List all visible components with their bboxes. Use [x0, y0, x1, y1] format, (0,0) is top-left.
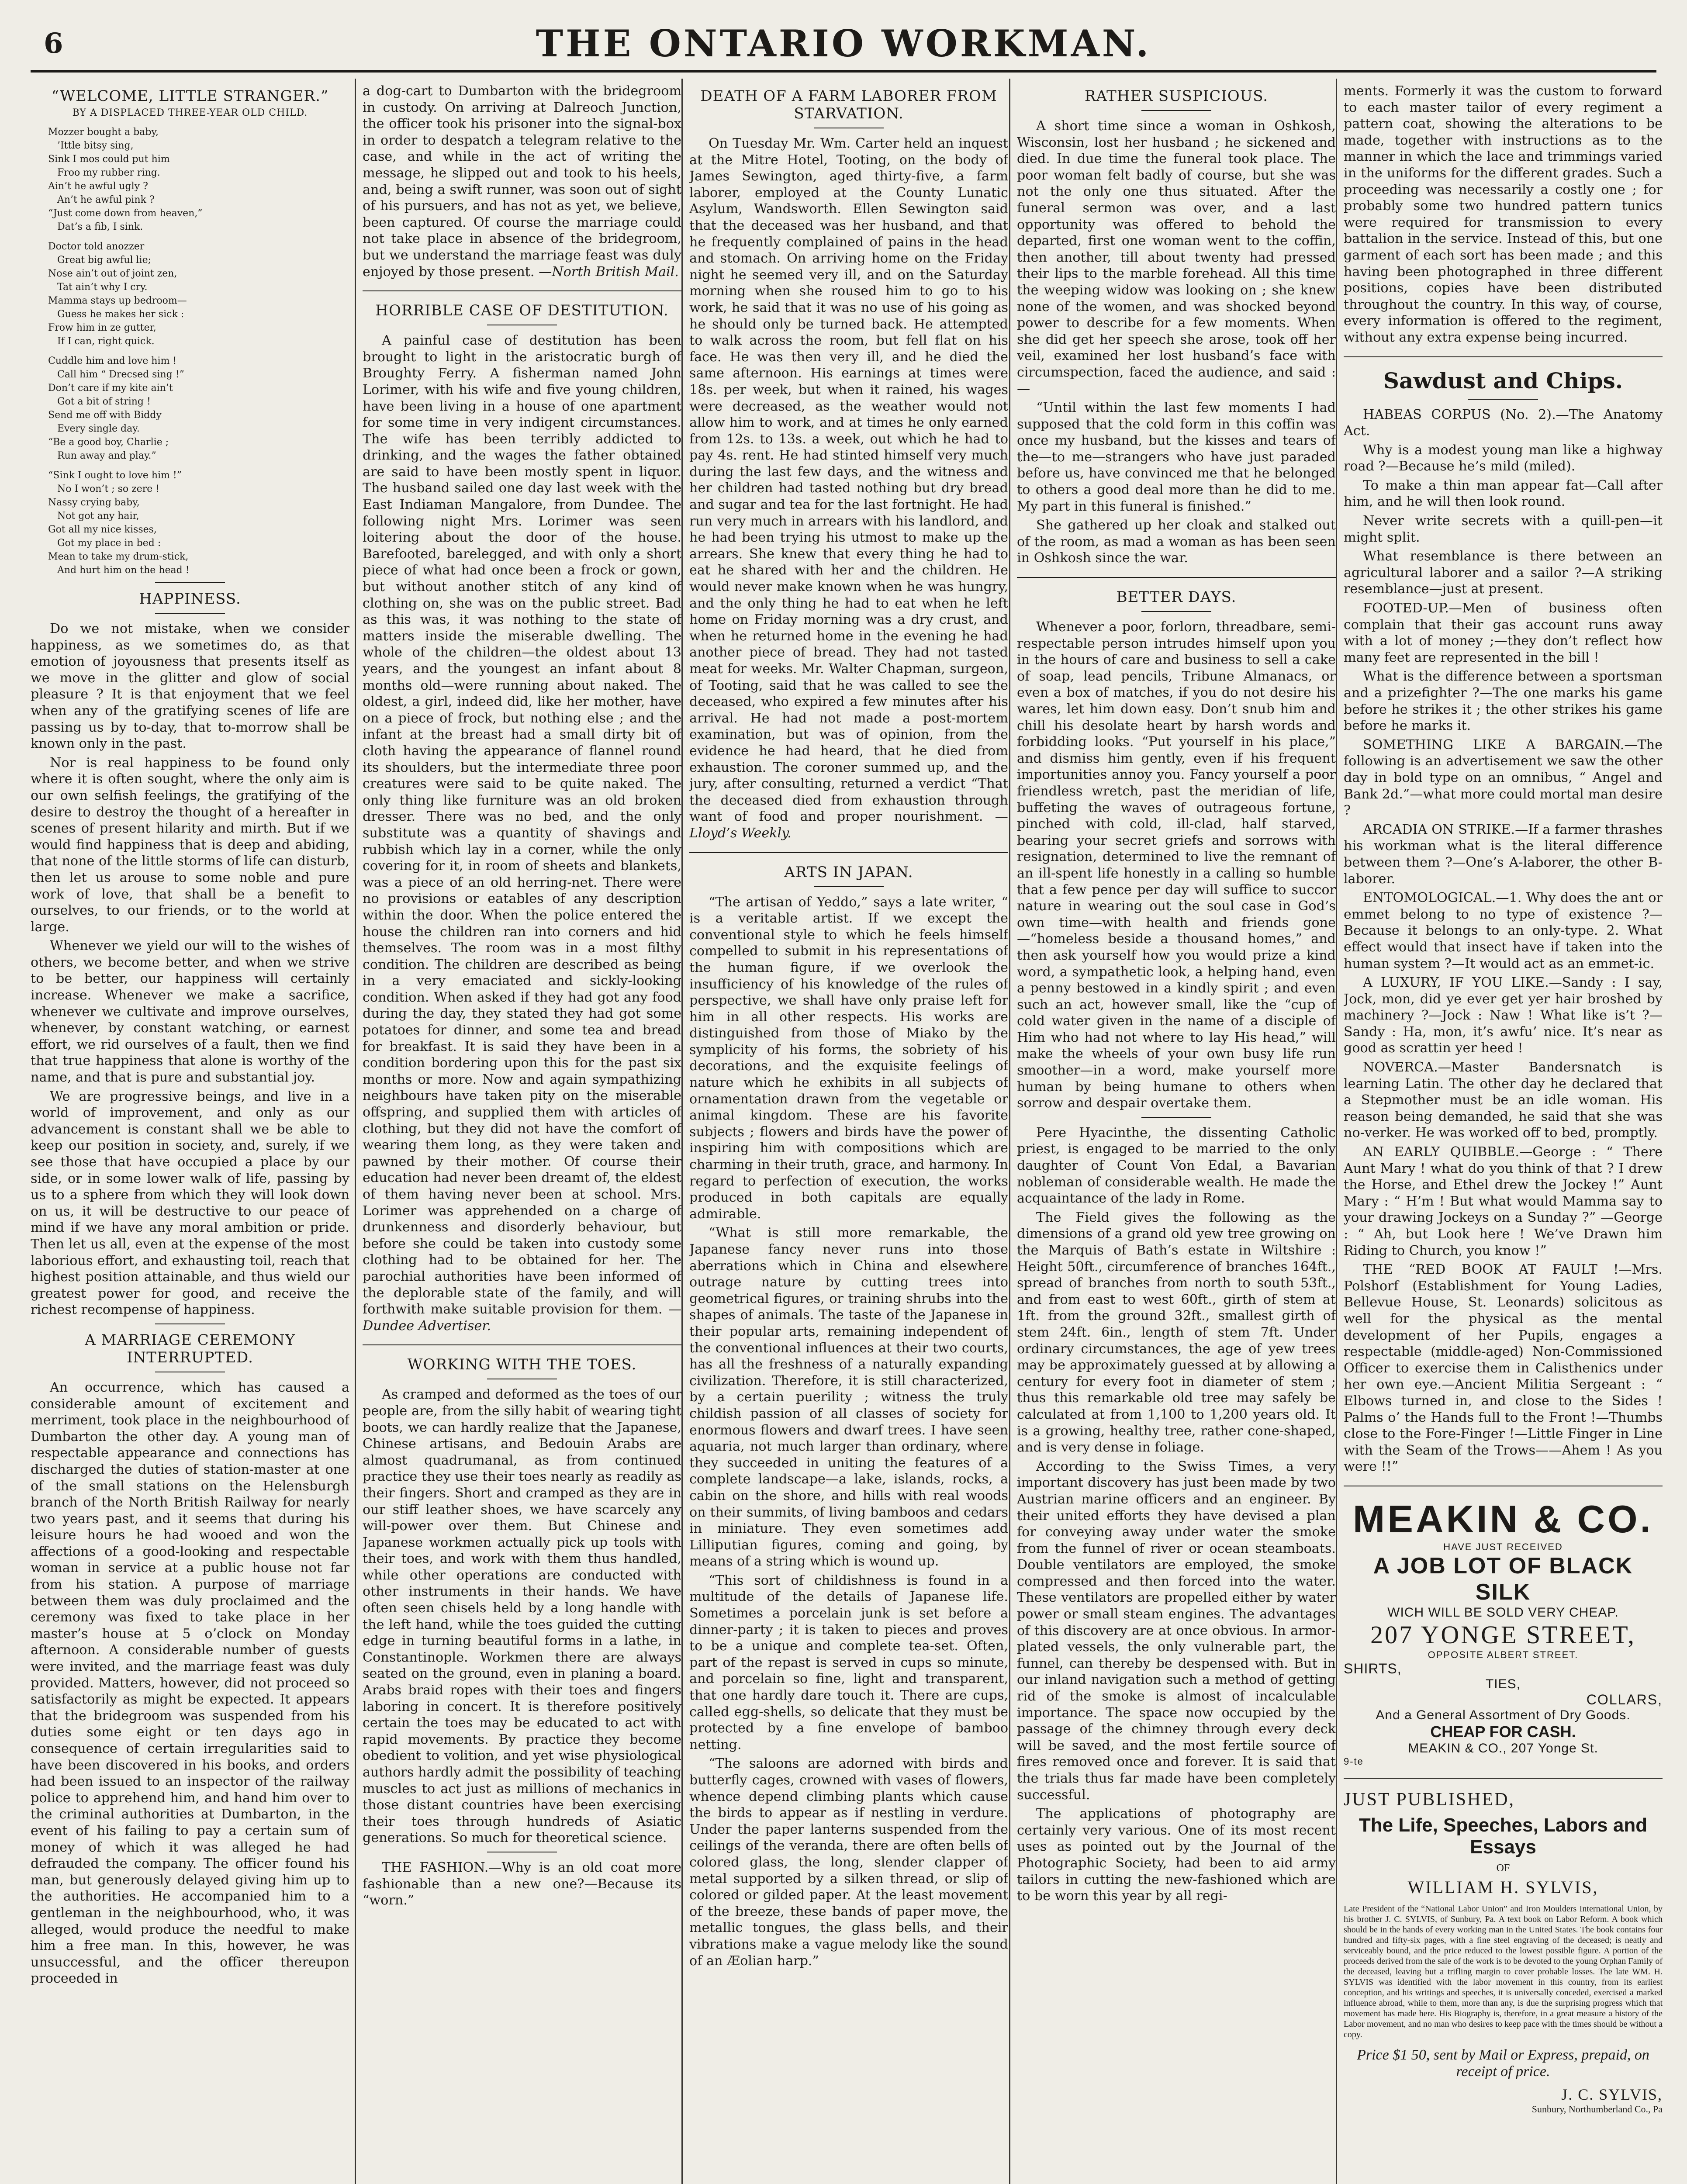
ad-address: 207 YONGE STREET, [1370, 1620, 1636, 1649]
column-2 [363, 83, 681, 2184]
ad-code: 9-te [1344, 1755, 1364, 1767]
book-publisher-location: Sunbury, Northumberland Co., Pa [1531, 2103, 1663, 2115]
ad-sign: MEAKIN & CO., 207 Yonge St. [1408, 1741, 1598, 1755]
paragraph-text: A painful case of destitution has been brought to light in the aristocratic burgh of Broughty Ferry. A fisherman named John Lorimer, with his wife and five young children, have been living in a house of one apartment for some time in very indigent circumstances. The wife has been terribly addicted to drinking, and the wages the father obtained are said to have been mostly spent in liquor. The husband sailed one day last week with the East Indiaman Mangalore, from Dundee. The following night Mrs. Lorimer was seen loitering about the door of the house. Barefooted, barelegged, and with only a short piece of what had once been a frock or gown, but without another stitch of any kind of clothing on, she was on the public street. Bad as this was, it was nothing to the state of matters inside the miserable dwelling. The whole of the children—the oldest about 13 years, and the youngest an infant about 8 months old—were running about naked. The oldest, a girl, indeed did, like her mother, have on a piece of frock, but nothing else ; and the infant at the breast had a small dirty bit of cloth having the appearance of flannel round its shoulders, but the intermediate three poor creatures were said to be quite naked. The only thing like furniture was an old broken dresser. There was no bed, and the only substitute was a quantity of shavings and rubbish which lay in a corner, while the only covering for it, in room of sheets and blankets, was a piece of an old herring-net. There were no provisions or eatables of any description within the door. When the police entered the house the children ran into corners and hid themselves. The room was in a most filthy condition. The children are described as being in a very emaciated and sickly-looking condition. When asked if they had got any food during the day, they stated they had got some potatoes for dinner, and some tea and bread for breakfast. It is said they have been in a condition bordering upon this for the past six months or more. Now and again sympathizing neighbours have taken pity on the miserable offspring, and supplied them with articles of clothing, but they did not have the comfort of wearing them long, as they were taken and pawned by their mother. Of course their education had never been dreamt of, the eldest of them having never been at school. Mrs. Lorimer was apprehended on a charge of drunkenness and disorderly behaviour, but before she could be taken into custody some clothing had to be obtained for her. The parochial authorities have been informed of the deplorable state of the family, and will forthwith make suitable provision for them. [363, 333, 681, 1317]
paragraph: She gathered up her cloak and stalked out of the room, as mad a woman as has been seen in Oshkosh since the war. [1017, 518, 1336, 566]
source-credit: —North British Mail. [539, 264, 679, 280]
article-title-japan: ARTS IN JAPAN. [784, 863, 913, 881]
column-1 [31, 83, 349, 2184]
divider [689, 852, 1008, 853]
column-rule [1009, 79, 1010, 2184]
poem-line: Got my place in bed : [48, 538, 161, 549]
book-title: The Life, Speeches, Labors and Essays [1359, 1814, 1648, 1858]
poem-line [48, 463, 349, 469]
poem-line: Send me off with Biddy [48, 410, 162, 421]
divider [1017, 577, 1336, 578]
poem-line: “Be a good boy, Charlie ; [48, 437, 169, 448]
article-title-happiness: HAPPINESS. [139, 590, 241, 608]
poem-line: Great big awful lie; [48, 255, 152, 266]
paragraph: As cramped and deformed as the toes of our people are, from the silly habit of wearing tight boots, we can hardly realize that the Japanese, Chinese artisans, and Bedouin Arabs are almost quadrumanal, as from continued practice they use their toes nearly as readily as their fingers. Short and cramped as they are in our stiff leather shoes, we have scarcely any will-power over them. But Chinese and Japanese workmen actually pick up tools with their toes, and work with them thus handled, while other operations are conducted with other instruments in their hands. We have often seen chisels held by a long handle with the left hand, while the toes guided the cutting edge in turning beautiful forms in a lathe, in Constantinople. Workmen there are always seated on the ground, even in planing a board. Arabs braid ropes with their toes and fingers laboring in concert. It is therefore positively certain the toes may be educated to act with rapid movements. By practice they become obedient to volition, and yet wise physiological authors hardly admit the possibility of teaching muscles to act just as millions of mechanics in those distant countries have been exercising their toes through hundreds of Asiatic generations. So much for theoretical science. [363, 1387, 681, 1846]
paragraph: Whenever we yield our will to the wishes of others, we become better, and when we strive to be better, our happiness will certainly increase. Whenever we make a sacrifice, whenever we cultivate and improve ourselves, whenever, by constant watching, or earnest effort, we rid ourselves of a fault, then we find that true happiness that alone is worthy of the name, and that is pure and substantial joy. [31, 938, 349, 1085]
divider [363, 290, 681, 291]
poem-line: Tat ain’t why I cry. [48, 282, 148, 293]
sawdust-item: NOVERCA.—Master Bandersnatch is learning Latin. The other day he declared that a Stepmother must be an idle woman. His reason being demanded, he said that she was no-verker. He was worked off to bed, promptly. [1344, 1060, 1663, 1141]
sawdust-and-chips-list [1344, 407, 1663, 1475]
source-credit: —Dundee Advertiser. [363, 1302, 681, 1334]
sawdust-item: Why is a modest young man like a highway road ?—Because he’s mild (miled). [1344, 442, 1663, 474]
article-body-toes [363, 1386, 681, 1846]
column-rule [355, 79, 356, 2184]
sawdust-item: ENTOMOLOGICAL.—1. Why does the ant or emmet belong to no type of existence ?—Because it belongs to an only-type. 2. What effect would that insect have if taken into the human system ?—It would act as an emmet-ic. [1344, 890, 1663, 971]
article-body-farm-laborer [689, 135, 1008, 842]
poem-line [48, 234, 349, 240]
divider [155, 582, 225, 583]
article-title-farm-laborer: DEATH OF A FARM LABORER FROM STARVATION. [700, 87, 997, 122]
ad-ties: TIES, [1485, 1676, 1521, 1691]
paragraph-text: a dog-cart to Dumbarton with the bridegroom in custody. On arriving at Dalreoch Junction, the officer took his prisoner into the signal-box in order to despatch a telegram relative to the case, and while in the act of writing the message, he slipped out and took to his heels, and, being a swift runner, was soon out of sight of his pursuers, and has not as yet, we believe, been captured. Of course the marriage could not take place in absence of the bridegroom, but we understand the marriage feast was duly enjoyed by those present. [363, 83, 681, 280]
paragraph: The applications of photography are certainly very various. One of its most recent uses as pointed out by the Journal of the Photographic Society, had been to aid army tailors in cutting the new-fashioned which are to be worn this year by all regi- [1017, 1806, 1336, 1904]
poem-line: No I won’t ; so zere ! [48, 484, 160, 494]
paragraph: “Until within the last few moments I had supposed that the cold form in this coffin was once my husband, but the kisses and tears of the—to me—strangers who have just paraded before us, have convinced me that he belonged to others a good deal more than he did to me. My part in this funeral is finished.” [1017, 400, 1336, 514]
poem-line: Ain’t he awful ugly ? [48, 181, 148, 192]
poem-title: “WELCOME, LITTLE STRANGER.” [51, 87, 329, 105]
article-title-marriage: A MARRIAGE CEREMONY INTERRUPTED. [85, 1331, 295, 1366]
article-body-better-days [1017, 619, 1336, 1112]
divider [363, 1344, 681, 1345]
ad-sold-cheap: WICH WILL BE SOLD VERY CHEAP. [1387, 1605, 1619, 1620]
sawdust-item: What is the difference between a sportsman and a prizefighter ?—The one marks his game before he strikes it ; the other strikes his game before he marks it. [1344, 669, 1663, 734]
divider [1141, 110, 1211, 111]
paragraph: ments. Formerly it was the custom to forward to each master tailor of every regiment a pattern coat, showing the alterations to be made, together with instructions as to the manner in which the lace and trimmings varied in the uniforms for the different grades. Such a proceeding was necessarily a costly one ; for probably some two hundred pattern tunics were required for transmission to every battalion in the service. Instead of this, but one garment of each sort has been made ; and this having been photographed in three different positions, copies have been distributed throughout the country. In this way, of course, every information is offered to the regiment, without any extra expense being incurred. [1344, 83, 1663, 345]
poem-line: Mamma stays up bedroom— [48, 295, 187, 306]
ad-general: And a General Assortment of Dry Goods. [1376, 1707, 1631, 1722]
poem-line: Doctor told anozzer [48, 241, 145, 252]
article-title-better-days: BETTER DAYS. [1116, 588, 1237, 606]
divider [814, 886, 884, 887]
poem-line: Call him “ Drecsed sing !” [48, 369, 184, 380]
ad-firm-name: MEAKIN & CO. [1353, 1497, 1653, 1541]
article-body-suspicious [1017, 118, 1336, 567]
poem-line: An’t he awful pink ? [48, 194, 155, 205]
poem-line: Frow him in ze gutter, [48, 322, 156, 333]
book-subject-name: WILLIAM H. SYLVIS, [1407, 1877, 1599, 1897]
poem-line: “Sink I ought to love him !” [48, 470, 182, 481]
sawdust-item: ARCADIA ON STRIKE.—If a farmer thrashes his workman what is the literal difference between them ?—One’s A-laborer, the other B-laborer. [1344, 822, 1663, 887]
poem-line: And hurt him on the head ! [48, 565, 190, 576]
divider [155, 613, 225, 614]
divider [1344, 1778, 1663, 1779]
column-3 [689, 83, 1008, 2184]
sawdust-item: HABEAS CORPUS (No. 2).—The Anatomy Act. [1344, 407, 1663, 439]
poem-line: Got a bit of string ! [48, 396, 151, 407]
divider [1344, 356, 1663, 357]
paragraph-text: On Tuesday Mr. Wm. Carter held an inquest at the Mitre Hotel, Tooting, on the body of James Sewington, aged thirty-five, a farm laborer, employed at the County Lunatic Asylum, Wandsworth. Ellen Sewington said that the deceased was her husband, and that he frequently complained of pains in the head and stomach. On arriving home on the Friday night he seemed very ill, and on the Saturday morning when she roused him to go to his work, he said that it was no use of his going as he should only be turned back. He attempted to walk across the room, but fell flat on his face. He was then very ill, and he died the same afternoon. His earnings at times were 18s. per week, but when it rained, his wages were decreased, as the weather would not allow him to work, and at times he only earned from 12s. to 13s. a week, out which he had to pay 4s. rent. He had stinted himself very much during the last few days, and the witness and her children had tasted nothing but dry bread and sugar and tea for the last fortnight. He had run very much in arrears with his landlord, and he had been trying his utmost to make up the arrears. She knew that every thing he had to eat he shared with her and the children. He would never make known when he was hungry, and the only thing he had to eat when he left home on Friday morning was a dry crust, and when he returned home in the evening he had another piece of bread. They had not tasted meat for weeks. Mr. Walter Chapman, surgeon, of Tooting, said that he was called to see the deceased, who expired a few minutes after his arrival. He had not made a post-mortem examination, but was of opinion, from the evidence he had heard, that he died from exhaustion. The coroner summed up, and the jury, after consulting, returned a verdict “That the deceased died from exhaustion through want of food and proper nourishment. [689, 136, 1008, 825]
poem-line: Nassy crying baby, [48, 497, 140, 508]
ad-opposite: OPPOSITE ALBERT STREET. [1428, 1649, 1579, 1660]
article-body-marriage [31, 1379, 349, 1987]
poem-line: Don’t care if my kite ain’t [48, 383, 173, 394]
paragraph: Do we not mistake, when we consider happiness, as we sometimes do, as that emotion of joyousness that presents itself as we move in the glitter and glow of social pleasure ? It is that enjoyment that we feel when any of the gratifying scenes of life are passing us by to-day, that to-morrow shall be known only in the past. [31, 621, 349, 752]
paragraph: According to the Swiss Times, a very important discovery has just been made by two Austrian marine officers and an engineer. By their united efforts they have devised a plan for conveying away under water the smoke from the funnel of river or ocean steamboats. Double ventilators are employed, the smoke compressed and then forced into the water. These ventilators are propelled either by water power or small steam engines. The advantages of this discovery are at once obvious. In armor-plated vessels, the only vulnerable part, the funnel, can thereby be despensed with. But in our inland navigation such a method of getting rid of the smoke is almost of incalculable importance. The space now occupied by the passage of the chimney through every deck will be saved, and the most fertile source of fires removed once and forever. It is said that the trials thus far made have been completely successful. [1017, 1458, 1336, 1803]
paragraph: THE FASHION.—Why is an old coat more fashionable than a new one?—Because its “worn.” [363, 1859, 681, 1908]
column-rule [1336, 79, 1337, 2184]
column-5 [1344, 83, 1663, 2184]
paragraph: “The saloons are adorned with birds and butterfly cages, crowned with vases of flowers, whence depend climbing plants which cause the birds to appear as if nestling in verdure. Under the paper lanterns suspended from the ceilings of the veranda, there are often bells of colored glass, the long, slender clapper of metal supported by a silken thread, or slip of colored or gilded paper. At the least movement of the breeze, these bands of paper move, the metallic tongues, the glass bells, and their vibrations make a vague melody like the sound of an Æolian harp.” [689, 1756, 1008, 1969]
paragraph: “This sort of childishness is found in a multitude of the details of Japanese life. Sometimes a porcelain junk is set before a dinner-party ; it is taken to pieces and proves to be a unique and complete tea-set. Often, part of the repast is served in cups so minute, and porcelain so fine, light and transparent, that one hardly dare touch it. There are cups, called egg-shells, so delicate that they must be protected by a fine envelope of bamboo netting. [689, 1572, 1008, 1752]
poem-line: ’Ittle bitsy sing, [48, 140, 134, 151]
book-of: OF [1496, 1862, 1510, 1874]
paragraph: Pere Hyacinthe, the dissenting Catholic priest, is engaged to be married to the only daughter of Count Von Edal, a Bavarian nobleman of considerable wealth. He made the acquaintance of the lady in Rome. [1017, 1125, 1336, 1206]
article-continuation-marriage [363, 83, 681, 280]
just-published: JUST PUBLISHED, [1344, 1789, 1515, 1810]
poem-line: Not got any hair, [48, 511, 139, 522]
article-body-japan [689, 894, 1008, 1970]
article-continuation-photography [1344, 83, 1663, 346]
sawdust-item: A LUXURY, IF YOU LIKE.—Sandy : I say, Jock, mon, did ye ever get yer hair broshed by machinery ?—Jock : Naw ! What like is’t ?—Sandy : Ha, mon, it’s awfu’ nice. It’s near as good as scrattin yer heed ! [1344, 975, 1663, 1056]
divider [1141, 611, 1211, 612]
paragraph [363, 83, 681, 280]
sawdust-item: THE “RED BOOK AT FAULT !—Mrs. Polshorf (Establishment for Young Ladies, Bellevue House, St. Leonards) solicitous as well for the physical as the mental development of her Pupils, engages a respectable (middle-aged) Non-Commissioned Officer to exercise them in Calisthenics under her own eye.—Ancient Militia Sergeant : “ Elbows turned in, and close to the Sides ! Palms o’ the Hands full to the Front !—Thumbs close to the Fore-Finger !—Little Finger in Line with the Seam of the Trows——Ahem ! As you were !!” [1344, 1262, 1663, 1475]
poem-line: Froo my rubber ring. [48, 167, 160, 178]
sawdust-item: To make a thin man appear fat—Call after him, and he will then look round. [1344, 477, 1663, 510]
paragraph: Whenever a poor, forlorn, threadbare, semi-respectable person intrudes himself upon you in the hours of care and business to sell a cake of soap, lead pencils, Tribune Almanacs, or even a box of matches, if you do not desire his wares, let him down easy. Don’t snub him and chill his desolate heart by harsh words and forbidding looks. “Put yourself in his place,” and dismiss him gently, even if his frequent importunities annoy you. Fancy yourself a poor friendless wretch, past the meridian of life, buffeting the waves of outrageous fortune, pinched with cold, ill-clad, half starved, bearing your secret griefs and sorrows with resignation, determined to live the remnant of an ill-spent life honestly in a calling so humble that a few pence per day will suffice to succor nature in wearing out the soul case in God’s own time—with health and friends gone—“homeless beside a thousand homes,” and then ask yourself how you would prize a kind word, a sympathetic look, a helping hand, even a penny bestowed in a kindly spirit ; and even such an act, however small, like the “cup of cold water given in the name of a disciple of Him who had not where to lay His head,” will make the wheels of your own busy life run smoother—in a word, make yourself more human by being humane to others when sorrow and despair overtake them. [1017, 619, 1336, 1111]
ad-job-lot: A JOB LOT OF BLACK SILK [1373, 1553, 1633, 1605]
poem-verse [48, 125, 349, 577]
paragraph: The Field gives the following as the dimensions of a grand old yew tree growing on the Marquis of Bath’s estate in Wiltshire : Height 50ft., circumference of branches 164ft., spread of branches from north to south 53ft., and from east to west 60ft., girth of stem at 1ft. from the ground 32ft., smallest girth of stem 24ft. 6in., length of stem 7ft. Under ordinary circumstances, the age of yew trees may be approximately guessed at by allowing a century for every foot in diameter of stem ; thus this remarkable old tree may safely be calculated at from 1,100 to 1,200 years old. It is a growing, healthy tree, rather cone-shaped, and is very dense in foliage. [1017, 1209, 1336, 1455]
poem-line: Sink I mos could put him [48, 154, 170, 165]
paragraph [689, 135, 1008, 842]
poem-line: Cuddle him and love him ! [48, 356, 177, 366]
poem-line: Run away and play.” [48, 450, 156, 461]
article-title-toes: WORKING WITH THE TOES. [407, 1356, 637, 1374]
book-description: Late President of the “National Labor Union” and Iron Moulders International Union, by his brother J. C. SYLVIS, of Sunbury, Pa. A text book on Labor Reform. A book which should be in the hands of every working man in the United States. The book contains four hundred and fifty-six pages, with a fine steel engraving of the deceased; is neatly and serviceably bound, and the price reduced to the lowest possible figure. A portion of the proceeds derived from the sale of the work is to be devoted to the young Orphan Family of the deceased, leaving but a trifling margin to cover probable losses. The late WM. H. SYLVIS was identified with the labor movement in this country, from its earliest conception, and his writings and speeches, it is universally conceded, exercised a marked influence abroad, while to them, more than any, is due the surprising progress which that movement has made here. His Biography is, therefore, in a great measure a history of the Labor movement, and no man who desires to keep pace with the times should be without a copy. [1344, 1904, 1663, 2039]
poem-line: “Just come down from heaven,” [48, 208, 203, 219]
poem-line: Dat’s a fib, I sink. [48, 221, 143, 232]
sylvis-book-advertisement [1344, 1789, 1663, 2115]
ad-cash: CHEAP FOR CASH. [1430, 1722, 1576, 1741]
sawdust-item: Never write secrets with a quill-pen—it might split. [1344, 513, 1663, 545]
article-title-suspicious: RATHER SUSPICIOUS. [1084, 87, 1269, 105]
article-title-destitution: HORRIBLE CASE OF DESTITUTION. [375, 302, 669, 320]
column-4 [1017, 83, 1336, 2184]
meakin-advertisement [1344, 1497, 1663, 1767]
paragraph: “The artisan of Yeddo,” says a late writer, “ is a veritable artist. If we except the conventional style to which he feels himself compelled to submit in his representations of the human figure, if we overlook the insufficiency of his knowledge of the rules of perspective, we shall have only praise left for him in all other respects. His works are distinguished from those of Miako by the symplicity of his forms, the sobriety of his decorations, and the exquisite feelings of nature which he exhibits in all subjects of ornamentation drawn from the vegetable or animal kingdom. These are his favorite subjects ; flowers and birds have the power of inspiring him with compositions which are charming in their truth, grace, and harmony. In regard to perfection of execution, the works produced in both capitals are equally admirable. [689, 894, 1008, 1222]
paragraph: “What is still more remarkable, the Japanese fancy never runs into those aberrations which in China and elsewhere outrage nature by cutting trees into geometrical figures, or training shrubs into the shapes of animals. The taste of the Japanese in their popular arts, remaining independent of the conventional influences at their two courts, has all the freshness of a naturally expanding civilization. Therefore, it is still characterized, by a certain puerility ; witness the truly childish passion of all classes of society for enormous flowers and dwarf trees. I have seen aquaria, not much larger than ordinary, where they succeeded in uniting the features of a complete landscape—a lake, islands, rocks, a cabin on the shore, and hills with real woods on their summits, of living bamboos and cedars in miniature. They even sometimes add Lilliputian figures, coming and going, by means of a string which is wound up. [689, 1225, 1008, 1569]
paragraph: We are progressive beings, and live in a world of improvement, and only as our advancement is constant shall we be able to keep our position in society, and, surely, if we see those that have occupied a place by our side, or in some lower walk of life, passing by us to a sphere from which they will look down on us, it will be destructive to our peace of mind if we have any moral ambition or pride. Then let us all, even at the expense of the most laborious effort, and exhausting toil, reach that highest position attainable, and thus wield our greatest power for good, and receive the richest recompense of happiness. [31, 1089, 349, 1318]
news-briefs [1017, 1125, 1336, 1904]
sawdust-item: AN EARLY QUIBBLE.—George : “ There Aunt Mary ! what do you think of that ? I drew the Horse, and Ethel drew the Jockey !” Aunt Mary : “ H’m ! But what would Mamma say to your drawing Jockeys on a Sunday ?” —George : “ Ah, but Look here ! We’ve Drawn him Riding to Church, you know !” [1344, 1144, 1663, 1258]
poem-line [48, 348, 349, 354]
sawdust-item: What resemblance is there between an agricultural laborer and a sailor ?—A striking resemblance—just at present. [1344, 549, 1663, 597]
newspaper-title: THE ONTARIO WORKMAN. [536, 22, 1151, 65]
column-rule [681, 79, 683, 2184]
source-credit: —Lloyd’s Weekly. [689, 809, 1008, 841]
sawdust-item: SOMETHING LIKE A BARGAIN.—The following is an advertisement we saw the other day in bold type on an omnibus, “ Angel and Bank 2d.”—what more could mortal man desire ? [1344, 737, 1663, 819]
poem-line: Guess he makes her sick : [48, 309, 184, 320]
ad-collars: COLLARS, [1586, 1691, 1663, 1707]
poem-line: Mean to take my drum-stick, [48, 551, 189, 562]
article-body-happiness [31, 621, 349, 1318]
poem-line: Every single day. [48, 423, 140, 434]
book-price: Price $1 50, sent by Mail or Express, prepaid, on receipt of price. [1357, 2046, 1649, 2080]
paragraph: An occurrence, which has caused a considerable amount of excitement and merriment, took place in the neighbourhood of Dumbarton the other day. A young man of respectable appearance and connections has discharged the duties of station-master at one of the small stations on the Helensburgh branch of the North British Railway for nearly two years past, and it seems that during his leisure hours he had wooed and won the affections of a good-looking and respectable woman in service at a public house not far from his station. A purpose of marriage between them was duly proclaimed and the ceremony was fixed to take place in her master’s house at 5 o’clock on Monday afternoon. A considerable number of guests were invited, and the marriage feast was duly provided. Matters, however, did not proceed so satisfactorily as might be expected. It appears that the bridegroom was suspended from his duties some eight or ten days ago in consequence of certain irregularities said to have been discovered in his books, and orders had been issued to an inspector of the railway police to apprehend him, and hand him over to the criminal authorities at Dumbarton, in the event of his failing to pay a certain sum of money of which it was alleged he had defrauded the company. The officer found his man, but generously delayed giving him up to the authorities. He accompanied him to a gentleman in the neighbourhood, who, it was alleged, would produce the needful to make him a free man. In this, however, he was unsuccessful, and the officer thereupon proceeded in [31, 1379, 349, 1987]
paragraph [363, 332, 681, 1334]
paragraph: Nor is real happiness to be found only where it is often sought, where the only aim is our own selfish feelings, the gratifying of the desire to destroy the thought of a hereafter in scenes of present hilarity and mirth. But if we would find happiness that is deep and abiding, that none of the little storms of life can disturb, then let us arouse to some noble and pure work of love, that shall be a benefit to ourselves, to our friends, or to the world at large. [31, 755, 349, 935]
poem-line: If I can, right quick. [48, 336, 155, 347]
sawdust-item: FOOTED-UP.—Men of business often complain that their gas account runs away with a lot of money ;—they don’t reflect how many feet are represented in the bill ! [1344, 601, 1663, 665]
poem-byline: BY A DISPLACED THREE-YEAR OLD CHILD. [72, 107, 308, 118]
ad-shirts: SHIRTS, [1344, 1660, 1402, 1676]
ad-have-received: HAVE JUST RECEIVED [1443, 1541, 1563, 1552]
masthead [31, 17, 1656, 73]
poem-line: Nose ain’t out of joint zen, [48, 268, 177, 279]
divider [1468, 399, 1538, 400]
section-title-sawdust-and-chips: Sawdust and Chips. [1383, 367, 1623, 394]
book-publisher: J. C. SYLVIS, [1561, 2085, 1663, 2103]
page-number: 6 [44, 27, 63, 60]
article-body-destitution [363, 332, 681, 1334]
divider [1141, 1117, 1211, 1118]
poem-line: Mozzer bought a baby, [48, 127, 159, 138]
poem-line: Got all my nice kisses, [48, 524, 157, 535]
paragraph: A short time since a woman in Oshkosh, Wisconsin, lost her husband ; he sickened and died. In due time the funeral took place. The poor woman felt badly of course, but she was not the only one thus situated. After the funeral sermon was over, and a last opportunity was offered to behold the departed, first one woman went to the coffin, then another, till about twenty had pressed their lips to the marble forehead. All this time the weeping widow was looking on ; she knew none of the women, and was shocked beyond power to describe for a few moments. When she did get her speech she arose, took off her veil, examined her lost husband’s face with circumspection, faced the audience, and said :— [1017, 118, 1336, 397]
fashion-joke [363, 1859, 681, 1909]
